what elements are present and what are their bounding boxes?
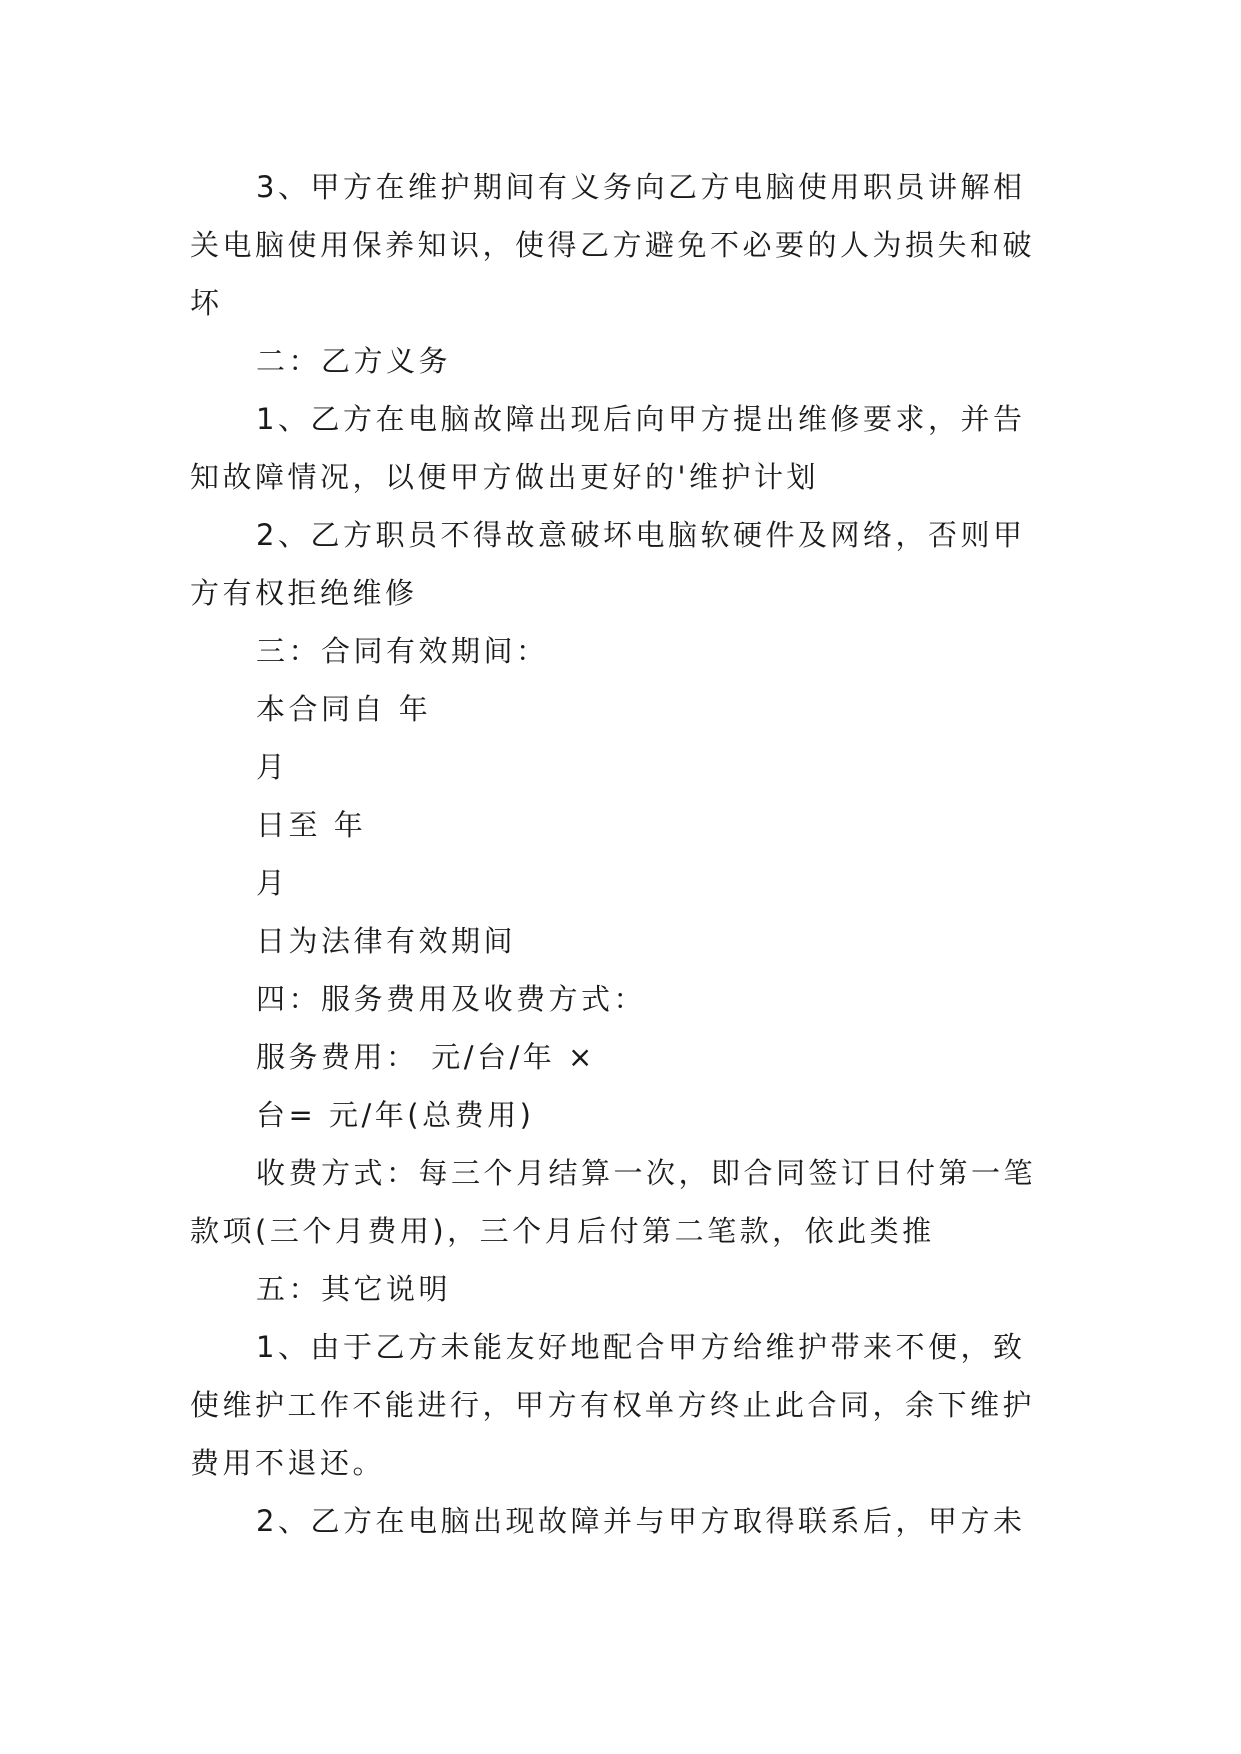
paragraph-line: 日为法律有效期间	[256, 924, 517, 958]
paragraph-line: 月	[256, 750, 289, 784]
paragraph-line: 本合同自 年	[256, 692, 432, 726]
section-heading: 三：合同有效期间：	[256, 634, 549, 668]
paragraph-line: 方有权拒绝维修	[190, 576, 418, 610]
paragraph-line: 月	[256, 866, 289, 900]
paragraph-line: 3、甲方在维护期间有义务向乙方电脑使用职员讲解相	[256, 170, 1026, 204]
paragraph-line: 使维护工作不能进行，甲方有权单方终止此合同，余下维护	[190, 1388, 1036, 1422]
paragraph-line: 费用不退还。	[190, 1446, 386, 1480]
document-body	[190, 158, 1055, 1550]
paragraph-line: 台= 元/年(总费用)	[256, 1098, 535, 1132]
section-heading: 四：服务费用及收费方式：	[256, 982, 647, 1016]
paragraph-line: 款项(三个月费用)，三个月后付第二笔款，依此类推	[190, 1214, 935, 1248]
paragraph-line: 2、乙方职员不得故意破坏电脑软硬件及网络，否则甲	[256, 518, 1026, 552]
paragraph-line: 收费方式：每三个月结算一次，即合同签订日付第一笔	[256, 1156, 1037, 1190]
paragraph-line: 1、乙方在电脑故障出现后向甲方提出维修要求，并告	[256, 402, 1026, 436]
paragraph-line: 服务费用： 元/台/年 ×	[256, 1040, 596, 1074]
paragraph-line: 2、乙方在电脑出现故障并与甲方取得联系后，甲方未	[256, 1504, 1026, 1538]
paragraph-line: 日至 年	[256, 808, 367, 842]
paragraph-line: 坏	[190, 286, 223, 320]
paragraph-line: 1、由于乙方未能友好地配合甲方给维护带来不便，致	[256, 1330, 1026, 1364]
section-heading: 二：乙方义务	[256, 344, 452, 378]
paragraph-line: 知故障情况，以便甲方做出更好的'维护计划	[190, 460, 819, 494]
paragraph-line: 关电脑使用保养知识，使得乙方避免不必要的人为损失和破	[190, 228, 1036, 262]
section-heading: 五：其它说明	[256, 1272, 452, 1306]
